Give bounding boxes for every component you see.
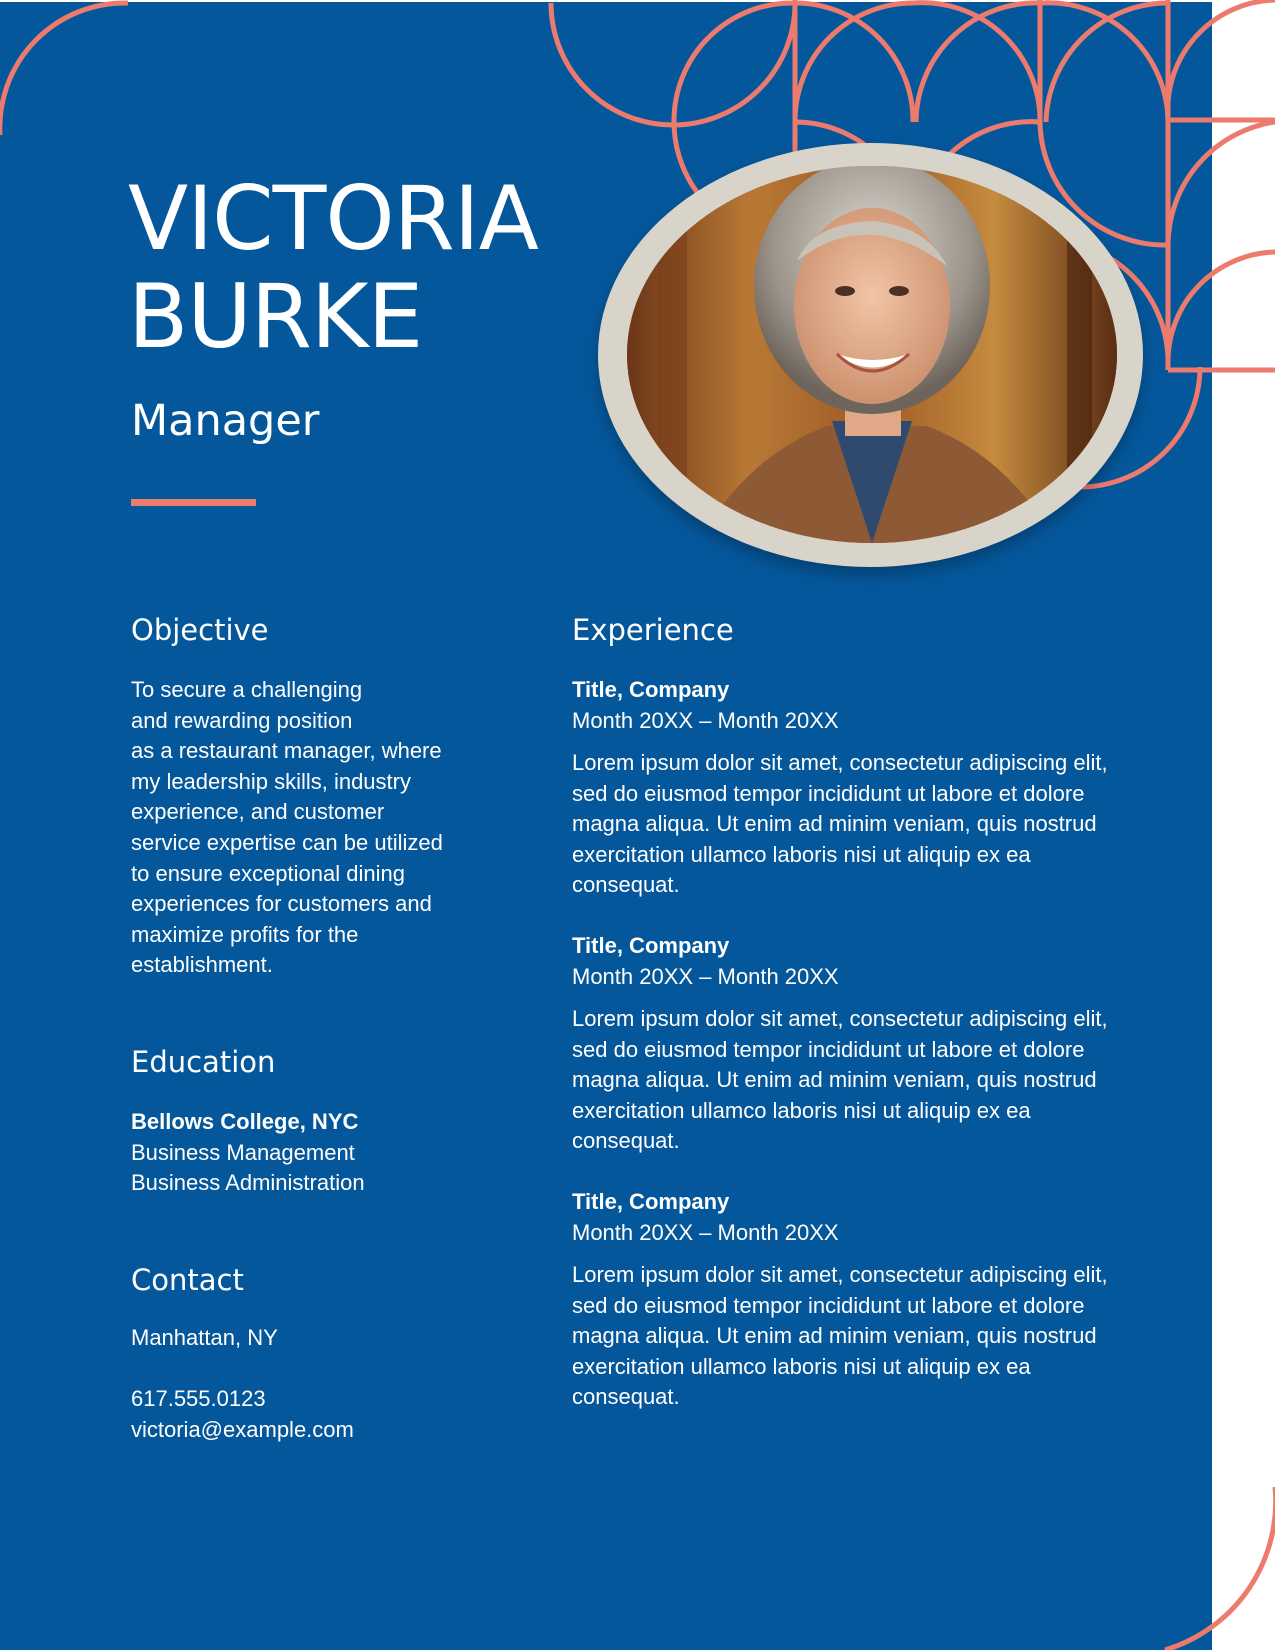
contact-heading: Contact <box>131 1263 244 1297</box>
candidate-name <box>128 167 538 368</box>
job-description-line: exercitation ullamco laboris nisi ut aliquip ex ea <box>572 1097 1031 1123</box>
last-name: BURKE <box>128 265 423 368</box>
experience-heading: Experience <box>572 613 734 647</box>
contact-spacer <box>131 1354 354 1385</box>
degree-line: Business Administration <box>131 1170 365 1195</box>
job-title: Title, Company <box>572 677 730 702</box>
job-title: Title, Company <box>572 933 730 958</box>
education-block <box>131 1107 365 1199</box>
objective-heading: Objective <box>131 613 269 647</box>
job-description-line: consequat. <box>572 872 680 897</box>
objective-line: and rewarding position <box>131 707 353 733</box>
accent-rule <box>131 499 256 506</box>
experience-entry <box>572 675 1192 901</box>
contact-location: Manhattan, NY <box>131 1325 278 1350</box>
objective-text <box>131 675 491 981</box>
objective-line: as a restaurant manager, where <box>131 738 442 764</box>
objective-line: to ensure exceptional dining <box>131 860 405 886</box>
experience-entry <box>572 931 1192 1157</box>
job-dates: Month 20XX – Month 20XX <box>572 707 839 733</box>
objective-line: experience, and customer <box>131 799 385 825</box>
job-description-line: sed do eiusmod tempor incididunt ut labore et dolore <box>572 780 1085 806</box>
objective-line: To secure a challenging <box>131 677 363 702</box>
job-description-line: consequat. <box>572 1384 680 1409</box>
job-description-line: magna aliqua. Ut enim ad minim veniam, quis nostrud <box>572 1323 1097 1348</box>
job-description-line: Lorem ipsum dolor sit amet, consectetur adipiscing elit, <box>572 1006 1108 1031</box>
degree-line: Business Management <box>131 1139 355 1165</box>
job-description-line: Lorem ipsum dolor sit amet, consectetur adipiscing elit, <box>572 750 1108 775</box>
objective-line: my leadership skills, industry <box>131 768 411 794</box>
contact-block <box>131 1323 354 1445</box>
right-margin <box>1212 0 1275 1650</box>
school-name: Bellows College, NYC <box>131 1109 359 1134</box>
education-heading: Education <box>131 1045 276 1079</box>
job-description-line: Lorem ipsum dolor sit amet, consectetur adipiscing elit, <box>572 1262 1108 1287</box>
objective-line: service expertise can be utilized <box>131 829 443 855</box>
top-margin <box>0 0 1275 2</box>
contact-phone[interactable]: 617.555.0123 <box>131 1386 266 1411</box>
job-role: Manager <box>131 396 320 446</box>
contact-email[interactable]: victoria@example.com <box>131 1416 354 1442</box>
job-description-line: sed do eiusmod tempor incididunt ut labore et dolore <box>572 1036 1085 1062</box>
objective-line: maximize profits for the <box>131 921 359 947</box>
job-description <box>572 1004 1192 1157</box>
job-description-line: exercitation ullamco laboris nisi ut aliquip ex ea <box>572 1353 1031 1379</box>
job-description-line: sed do eiusmod tempor incididunt ut labore et dolore <box>572 1292 1085 1318</box>
job-description <box>572 1260 1192 1413</box>
job-description-line: consequat. <box>572 1128 680 1153</box>
job-description-line: magna aliqua. Ut enim ad minim veniam, quis nostrud <box>572 811 1097 836</box>
job-description <box>572 748 1192 901</box>
job-description-line: magna aliqua. Ut enim ad minim veniam, quis nostrud <box>572 1067 1097 1092</box>
objective-line: establishment. <box>131 952 273 978</box>
portrait-photo <box>627 166 1117 543</box>
first-name: VICTORIA <box>128 167 538 270</box>
job-dates: Month 20XX – Month 20XX <box>572 963 839 989</box>
job-title: Title, Company <box>572 1189 730 1214</box>
experience-entry <box>572 1187 1192 1413</box>
job-dates: Month 20XX – Month 20XX <box>572 1219 839 1245</box>
objective-line: experiences for customers and <box>131 891 432 917</box>
top-left-arc <box>0 3 128 135</box>
job-description-line: exercitation ullamco laboris nisi ut aliquip ex ea <box>572 841 1031 867</box>
